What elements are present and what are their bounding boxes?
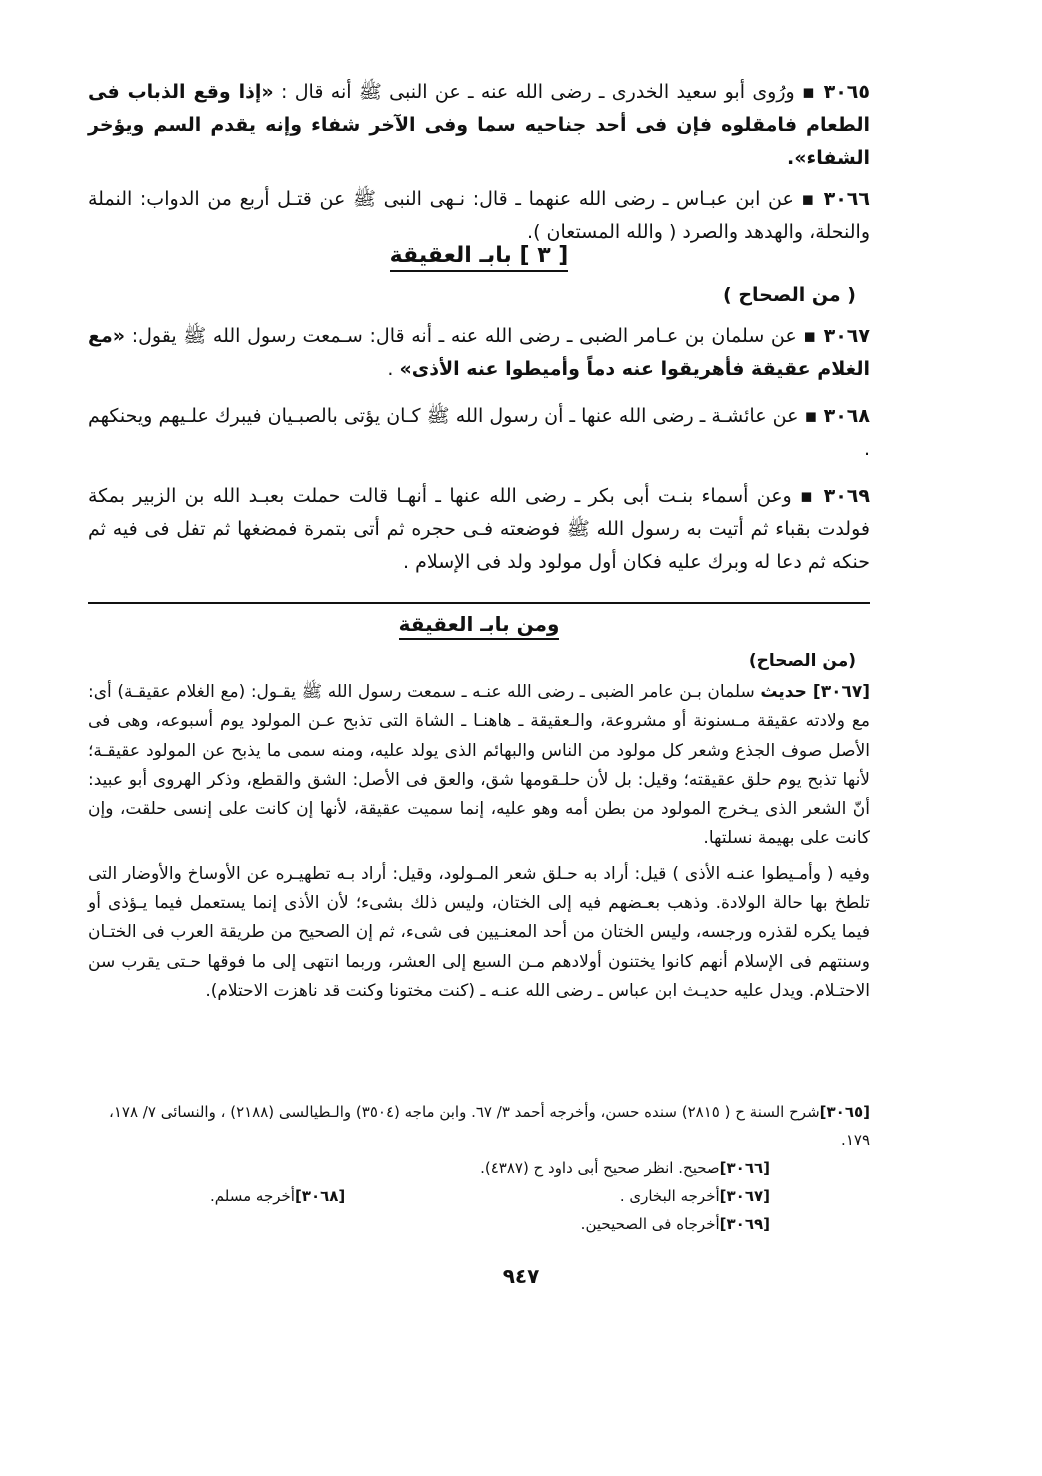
chapter-subtitle: ( من الصحاح ): [723, 284, 856, 306]
hadith-square-icon: ▪: [801, 188, 816, 210]
footnotes: [88, 1098, 870, 1238]
hadith-3069: [88, 480, 870, 579]
hadith-square-icon: ▪: [802, 81, 817, 103]
hadith-section-top: [88, 76, 870, 257]
footnote-3065: [٣٠٦٥]شرح السنة ح ( ٢٨١٥) سنده حسن، وأخرجه أحمد ٣/ ٦٧. وابن ماجه (٣٥٠٤) والـطيالسى (٢١٨٨) ، والنسائى ٧/ ١٧٨، ١٧٩.: [109, 1103, 870, 1149]
hadith-text: عن ابن عبـاس ـ رضى الله عنهما ـ قال: نـهى النبى ﷺ عن قتـل أربع من الدواب: النملة والنحلة، والهدهد والصرد ( والله المستعان ).: [88, 188, 870, 243]
hadith-text: عن عائشـة ـ رضى الله عنها ـ أن رسول الله ﷺ كـان يؤتى بالصبـيان فيبرك علـيهم ويحنكهم .: [88, 405, 870, 460]
hadith-number: ٣٠٦٩: [823, 485, 870, 507]
section-divider: [88, 602, 870, 604]
commentary-paragraph: [88, 678, 870, 854]
hadith-3068: [88, 400, 870, 466]
hadith-square-icon: ▪: [800, 485, 816, 507]
chapter-title: [ ٣ ] بابـ العقيقة: [88, 240, 870, 272]
hadith-quote: «مع الغلام عقيقة فأهريقوا عنه دماً وأميطوا عنه الأذى»: [88, 325, 870, 380]
commentary-text: سلمان بـن عامر الضبى ـ رضى الله عنـه ـ سمعت رسول الله ﷺ يقـول: (مع الغلام عقيقـة) أى: مع ولادته عقيقة مـسنونة أو مشروعة، والـعقيقة ـ هاهنـا ـ الشاة التى تذبح عـن المولود يوم أسبوعه، وهى فى الأصل صوف الجذع وشعر كل مولود من الناس والبهائم الذى يولد عليه، ومنه سمى ما يذبح عن المولود عقيقـة؛ لأنها تذبح يوم حلق عقيقته؛ وقيل: بل لأن حلـقومها شق، والعق فى الأصل: الشق والقطع، وذكر الهروى أبو عبيد: أنّ الشعر الذى يـخرج المولود من بطن أمه وهو عليه، إنما سميت عقيقة، لأنها إن كانت على إنسى حلقت، وإن كانت على بهيمة نسلتها.: [88, 682, 870, 849]
commentary-text: وفيه ( وأمـيطوا عنـه الأذى ) قيل: أراد به حـلق شعر المـولود، وقيل: أراد بـه تطهيـره عن الأوساخ والأوضار التى تلطخ بها حالة الولادة. وذهب بعـضهم فيه إلى الختان، وليس ذلك بشىء؛ لأن الأذى إنما يستعمل فيما يـؤذى أو فيما يكره لقذره ورجسه، وليس الختان من أحد المعنـيين فى شىء، ثم إن الصحيح من طريقة العرب فى الختـان وسنتهم فى الإسلام أنهم كانوا يختنون أولادهم مـن السبع إلى العشر، وربما انتهى إلى ما فوقها حـتى يقرب سن الاحتـلام. ويدل عليه حديـث ابن عباس ـ رضى الله عنـه ـ (كنت مختونا وكنت قد ناهزت الاحتلام).: [88, 863, 870, 1001]
commentary-lead: [٣٠٦٧] حديث: [760, 682, 870, 702]
hadith-text: ورُوى أبو سعيد الخدرى ـ رضى الله عنه ـ عن النبى ﷺ أنه قال :: [273, 81, 795, 103]
hadith-text: وعن أسماء بنـت أبى بكر ـ رضى الله عنها ـ أنهـا قالت حملت بعبـد الله بن الزبير بمكة فولدت بقباء ثم أتيت به رسول الله ﷺ فوضعته فـى حجره ثم أتى بتمرة فمضغها ثم تفل فى فيه ثم حنكه ثم دعا له وبرك عليه فكان أول مولود ولد فى الإسلام .: [88, 485, 870, 573]
hadith-number: ٣٠٦٧: [823, 325, 870, 347]
hadith-square-icon: ▪: [804, 405, 818, 427]
footnote-3066: [٣٠٦٦]صحيح. انظر صحيح أبى داود ح (٤٣٨٧).: [480, 1159, 770, 1177]
footnote-3068: [٣٠٦٨]أخرجه مسلم.: [210, 1187, 346, 1205]
hadith-quote: «إذا وقع الذباب فى الطعام فامقلوه فإن فى أحد جناحيه سما وفى الآخر شفاء وإنه يقدم السم ويؤخر الشفاء».: [88, 81, 870, 169]
footnote-row: [210, 1182, 770, 1210]
footnote-3067: [٣٠٦٧]أخرجه البخارى .: [619, 1187, 770, 1205]
page-number: ٩٤٧: [502, 1264, 540, 1288]
hadith-number: ٣٠٦٥: [823, 81, 870, 103]
commentary-title: ومن بابـ العقيقة: [88, 608, 870, 640]
hadith-section-main: [88, 320, 870, 587]
footnote-3069: [٣٠٦٩]أخرجاه فى الصحيحين.: [580, 1215, 770, 1233]
hadith-number: ٣٠٦٨: [823, 405, 870, 427]
hadith-3067: ٣٠٦٧ ▪ عن سلمان بن عـامر الضبى ـ رضى الله عنه ـ أنه قال: سـمعت رسول الله ﷺ يقول: «مع الغلام عقيقة فأهريقوا عنه دماً وأميطوا عنه الأذى» .: [88, 325, 870, 380]
hadith-3065: [88, 76, 870, 175]
commentary-subtitle: (من الصحاح): [748, 651, 856, 671]
commentary-paragraph: [88, 860, 870, 1006]
hadith-square-icon: ▪: [803, 325, 817, 347]
hadith-text: عن سلمان بن عـامر الضبى ـ رضى الله عنه ـ أنه قال: سـمعت رسول الله ﷺ يقول:: [125, 325, 797, 347]
chapter-heading: [88, 240, 870, 310]
hadith-number: ٣٠٦٦: [823, 188, 870, 210]
commentary-section: [88, 608, 870, 1010]
